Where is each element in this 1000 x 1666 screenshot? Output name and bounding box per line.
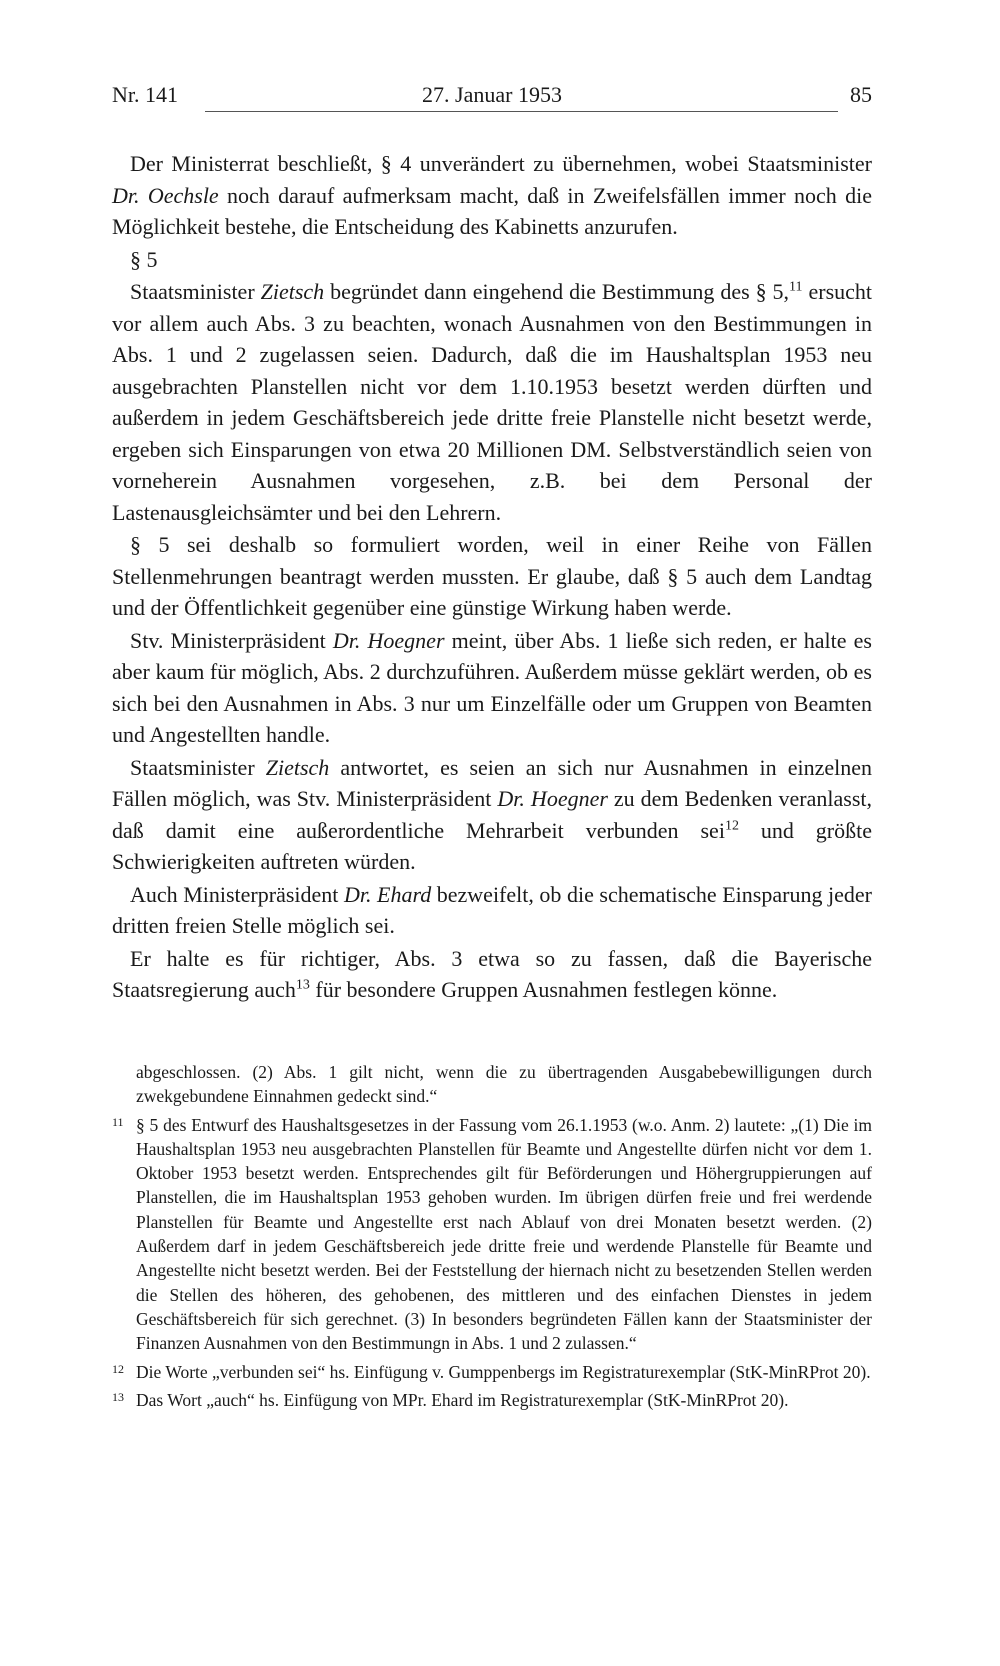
footnote-text: Das Wort „auch“ hs. Einfügung von MPr. Ehard im Registraturexemplar (StK-MinRProt 20). — [136, 1389, 789, 1410]
header-date: 27. Januar 1953 — [422, 82, 562, 107]
person-name: Dr. Hoegner — [497, 786, 608, 811]
paragraph: Auch Ministerpräsident Dr. Ehard bezweifelt, ob die schematische Einsparung jeder dritten freien Stelle möglich sei. — [112, 881, 872, 938]
paragraph: Der Ministerrat beschließt, § 4 unverändert zu übernehmen, wobei Staatsminister Dr. Oechsle noch darauf aufmerksam macht, daß in Zweifelsfällen immer noch die Möglichkeit bestehe, die Entscheidung des Kabinetts anzurufen. — [112, 151, 872, 239]
footnote — [112, 1360, 872, 1384]
footnote-number: 11 — [112, 1114, 124, 1129]
footnote-ref[interactable]: 12 — [724, 818, 739, 834]
document-number: Nr. 141 — [112, 82, 178, 107]
paragraph: Staatsminister Zietsch antwortet, es seien an sich nur Ausnahmen in einzelnen Fällen möglich, was Stv. Ministerpräsident Dr. Hoegner zu dem Bedenken veranlasst, daß damit eine außerordentliche Mehrarbeit verbunden sei$^{12}$ und größte Schwierigkeiten auftreten würden. — [112, 754, 872, 874]
section-heading: § 5 — [130, 246, 158, 272]
footnote — [112, 1388, 872, 1412]
footnote-text: § 5 des Entwurf des Haushaltsgesetzes in der Fassung vom 26.1.1953 (w.o. Anm. 2) lautete: „(1) Die im Haushaltsplan 1953 neu ausgebrachten Planstellen für Beamte und Angestellte dürfen nicht vor dem 1. Oktober 1953 besetzt werden. Entsprechendes gilt für Beförderungen und Höhergruppierungen auf Planstellen, die im Haushaltsplan 1953 gehoben wurden. Im übrigen dürfen freie und frei werdende Planstellen für Beamte und Angestellte erst nach Ablauf von drei Monaten besetzt werden. (2) Außerdem darf in jedem Geschäftsbereich jede dritte freie und werdende Planstelle für Beamte und Angestellte nicht besetzt werden. Bei der Feststellung der hiernach nicht zu besetzenden Stellen werden die Stellen des höheren, des gehobenen, des mittleren und des einfachen Dienstes in jedem Geschäftsbereich für sich gerechnet. (3) In besonders begründeten Fällen kann der Staatsminister der Finanzen Ausnahmen von den Bestimmungn in Abs. 1 und 2 zulassen.“ — [136, 1114, 872, 1354]
footnote-number: 13 — [112, 1389, 124, 1404]
footnotes — [112, 1060, 872, 1416]
person-name: Zietsch — [265, 754, 330, 780]
person-name: Dr. Oechsle — [112, 182, 219, 208]
footnote-ref[interactable]: 11 — [789, 279, 803, 295]
footnote-number: 12 — [112, 1361, 124, 1376]
person-name: Dr. Hoegner — [332, 627, 445, 653]
page-number: 85 — [850, 82, 872, 107]
person-name: Dr. Ehard — [343, 881, 432, 907]
paragraph: Er halte es für richtiger, Abs. 3 etwa so zu fassen, daß die Bayerische Staatsregierung auch$^{13}$ für besondere Gruppen Ausnahmen festlegen könne. — [112, 945, 872, 1002]
footnote-ref[interactable]: 13 — [295, 977, 310, 993]
footnote-text: Die Worte „verbunden sei“ hs. Einfügung v. Gumppenbergs im Registraturexemplar (StK-MinRProt 20). — [136, 1361, 871, 1382]
header-rule — [205, 111, 838, 112]
footnote-continuation: abgeschlossen. (2) Abs. 1 gilt nicht, wenn die zu übertragenden Ausgabebewilligungen durch zwekgebundene Einnahmen gedeckt sind.“ — [136, 1062, 872, 1107]
paragraph: Stv. Ministerpräsident Dr. Hoegner meint, über Abs. 1 ließe sich reden, er halte es aber kaum für möglich, Abs. 2 durchzuführen. Außerdem müsse geklärt werden, ob es sich bei den Ausnahmen in Abs. 3 nur um Einzelfälle oder um Gruppen von Beamten und Angestellten handle. — [112, 627, 872, 747]
main-text — [112, 148, 872, 1006]
footnote — [112, 1113, 872, 1356]
paragraph: Staatsminister Zietsch begründet dann eingehend die Bestimmung des § 5,11 ersucht vor allem auch Abs. 3 zu beachten, wonach Ausnahmen von den Bestimmungen in Abs. 1 und 2 zugelassen seien. Dadurch, daß die im Haushaltsplan 1953 neu ausgebrachten Planstellen nicht vor dem 1.10.1953 besetzt werden dürften und außerdem in jedem Geschäftsbereich jede dritte freie Planstelle nicht besetzt werde, ergeben sich Einsparungen von etwa 20 Millionen DM. Selbstverständlich seien von vorneherein Ausnahmen vorgesehen, z.B. bei dem Personal der Lastenausgleichsämter und bei den Lehrern. — [112, 279, 873, 525]
person-name: Zietsch — [260, 279, 325, 304]
paragraph: § 5 sei deshalb so formuliert worden, weil in einer Reihe von Fällen Stellenmehrungen beantragt werden mussten. Er glaube, daß § 5 auch dem Landtag und der Öffentlichkeit gegenüber eine günstige Wirkung haben werde. — [112, 532, 872, 620]
